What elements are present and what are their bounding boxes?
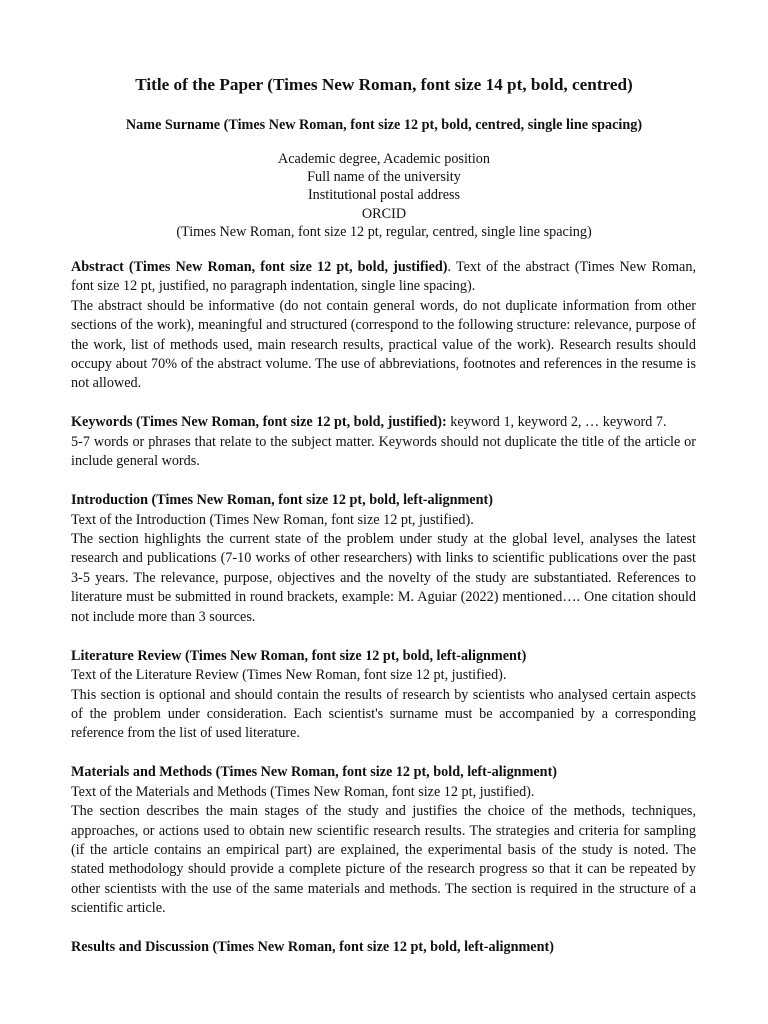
methods-heading: Materials and Methods (Times New Roman, font size 12 pt, bold, left-alignment)	[71, 764, 558, 781]
methods-section	[71, 763, 696, 918]
methods-body: The section describes the main stages of the study and justifies the choice of the methods, techniques, approaches, or actions used to obtain new scientific research results. The strategies and criteria for sampling (if the article contains an empirical part) are explained, the experimental basis of the study is noted. The stated methodology should provide a complete picture of the research progress so that it can be repeated by other scientists with the use of the same materials and methods. The section is required in the structure of a scientific article.	[71, 803, 696, 917]
affiliation-university: Full name of the university	[307, 169, 461, 186]
results-heading: Results and Discussion (Times New Roman, font size 12 pt, bold, left-alignment)	[71, 939, 554, 956]
affiliation-address: Institutional postal address	[307, 187, 461, 204]
introduction-body: The section highlights the current state of the problem under study at the global level, analyses the latest research and publications (7-10 works of other researchers) with links to scientific publications over the past 3-5 years. The relevance, purpose, objectives and the novelty of the study are substantiated. References to literature must be submitted in round brackets, example: M. Aguiar (2022) mentioned…. One citation should not include more than 3 sources.	[71, 531, 696, 625]
affiliation-format-note: (Times New Roman, font size 12 pt, regular, centred, single line spacing)	[176, 223, 592, 240]
literature-body: This section is optional and should contain the results of research by scientists who analysed certain aspects of the problem under consideration. Each scientist's surname must be accompanied by a corresponding reference from the list of used literature.	[71, 686, 696, 742]
affiliation-orcid: ORCID	[361, 205, 407, 222]
abstract-heading: Abstract (Times New Roman, font size 12 pt, bold, justified)	[71, 259, 448, 275]
keywords-section	[71, 413, 696, 471]
affiliation-block	[0, 150, 768, 241]
abstract-paragraph	[71, 258, 696, 297]
introduction-section	[71, 491, 696, 627]
introduction-intro-text: Text of the Introduction (Times New Roman, font size 12 pt, justified).	[71, 511, 474, 528]
keywords-heading: Keywords (Times New Roman, font size 12 pt, bold, justified):	[71, 414, 447, 431]
keywords-list: keyword 1, keyword 2, … keyword 7.	[446, 414, 667, 431]
results-section	[71, 938, 696, 957]
affiliation-degree: Academic degree, Academic position	[278, 151, 490, 167]
keywords-paragraph	[71, 413, 696, 432]
keywords-body: 5-7 words or phrases that relate to the subject matter. Keywords should not duplicate the title of the article or include general words.	[71, 433, 696, 470]
author-line: Name Surname (Times New Roman, font size 12 pt, bold, centred, single line spacing)	[125, 117, 643, 133]
methods-intro-text: Text of the Materials and Methods (Times New Roman, font size 12 pt, justified).	[71, 783, 535, 800]
abstract-body: The abstract should be informative (do not contain general words, do not duplicate information from other sections of the work), meaningful and structured (correspond to the following structure: relevance, purpose of the work, list of methods used, main research results, practical value of the work). Research results should occupy about 70% of the abstract volume. The use of abbreviations, footnotes and references in the resume is not allowed.	[71, 297, 696, 392]
abstract-lead-text: . Text of the abstract (Times New Roman, font size 12 pt, justified, no paragraph indentation, single line spacing).	[71, 259, 696, 295]
literature-intro-text: Text of the Literature Review (Times New Roman, font size 12 pt, justified).	[71, 667, 507, 684]
literature-section	[71, 647, 696, 744]
document-body	[71, 258, 696, 977]
paper-title: Title of the Paper (Times New Roman, font size 14 pt, bold, centred)	[135, 75, 633, 94]
introduction-heading: Introduction (Times New Roman, font size 12 pt, bold, left-alignment)	[71, 492, 493, 509]
abstract-section	[71, 258, 696, 394]
literature-heading: Literature Review (Times New Roman, font size 12 pt, bold, left-alignment)	[71, 647, 527, 664]
